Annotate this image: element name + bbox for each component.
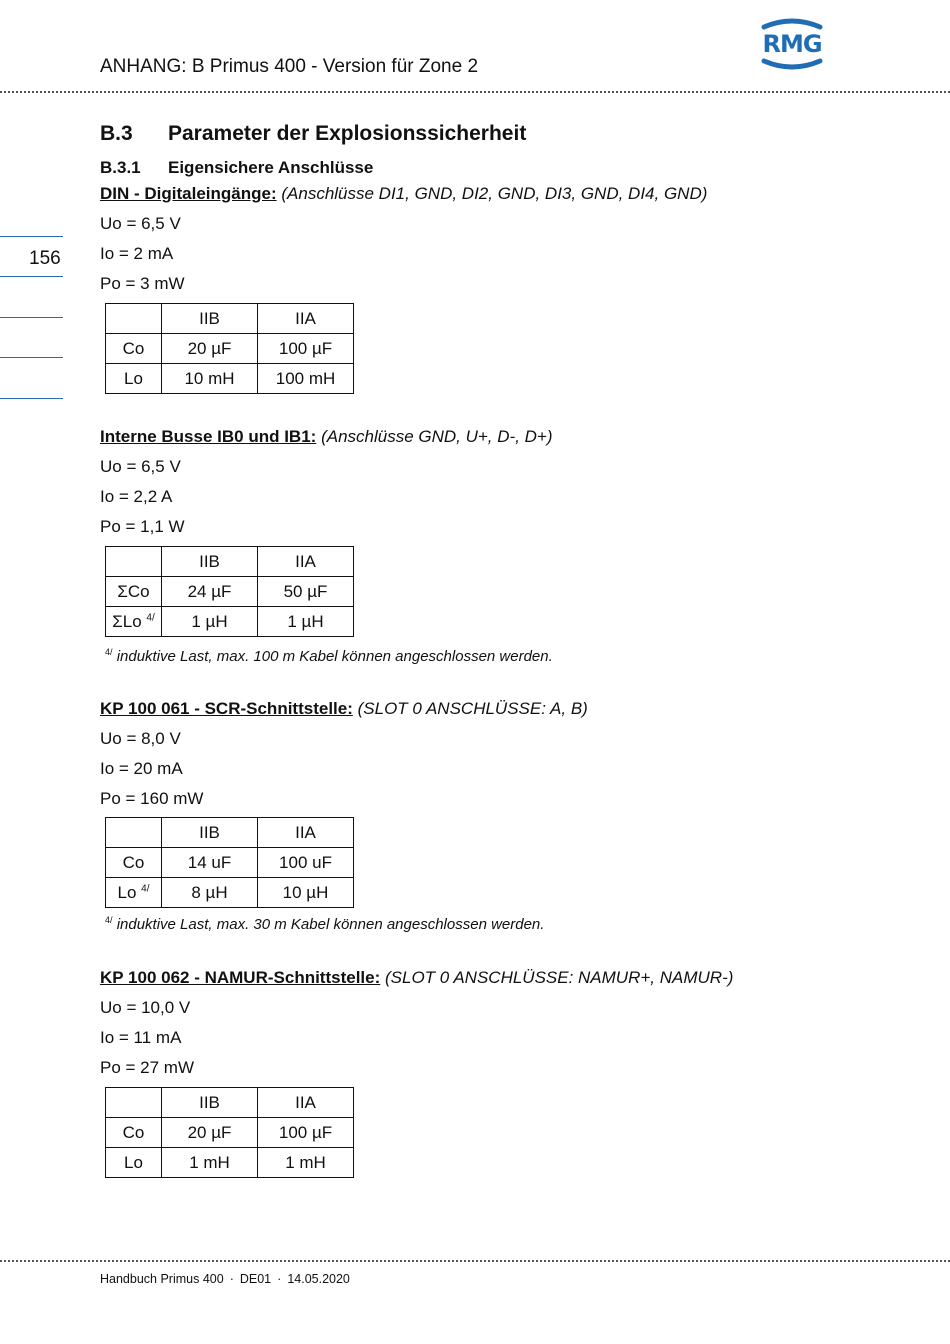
subsection-heading	[100, 158, 373, 178]
footnote-text: induktive Last, max. 100 m Kabel können angeschlossen werden.	[116, 648, 553, 665]
param-uo: Uo = 10,0 V	[100, 998, 191, 1017]
table-row	[106, 878, 354, 908]
block-title-text: Interne Busse IB0 und IB1:	[100, 427, 317, 446]
table-row-label	[106, 577, 162, 607]
table-row	[106, 848, 354, 878]
table-header-row	[106, 304, 354, 334]
table-row-label	[106, 848, 162, 878]
table-row-label	[106, 878, 162, 908]
side-marker	[0, 357, 63, 358]
table-header-cell: IIA	[258, 818, 354, 848]
table-row-label	[106, 607, 162, 637]
table-cell: 100 uF	[258, 848, 354, 878]
table-cell: 24 µF	[162, 577, 258, 607]
footnote-mark: 4/	[105, 915, 113, 925]
footnote-mark: 4/	[105, 647, 113, 657]
block-title-scr	[100, 699, 588, 719]
table-row-label	[106, 1148, 162, 1178]
table-row	[106, 334, 354, 364]
param-po: Po = 27 mW	[100, 1058, 195, 1077]
header-title: ANHANG: B Primus 400 - Version für Zone 2	[100, 56, 479, 77]
table-cell: 1 µH	[258, 607, 354, 637]
block-subtitle: (SLOT 0 ANSCHLÜSSE: A, B)	[357, 699, 588, 718]
table-header-cell: IIA	[258, 304, 354, 334]
table-row-label	[106, 1118, 162, 1148]
table-row-label	[106, 364, 162, 394]
footnote-ref: 4/	[146, 611, 155, 623]
table-row	[106, 1118, 354, 1148]
footer-version: DE01	[239, 1272, 272, 1286]
table-cell: 1 µH	[162, 607, 258, 637]
rmg-logo	[758, 16, 826, 72]
table-cell: 20 µF	[162, 334, 258, 364]
table-cell: 100 µF	[258, 1118, 354, 1148]
footer-separator: ·	[277, 1272, 282, 1286]
side-marker	[0, 276, 63, 277]
table-header-cell: IIB	[162, 304, 258, 334]
param-table-namur	[105, 1087, 354, 1178]
footer-separator: ·	[229, 1272, 234, 1286]
table-header-cell	[106, 547, 162, 577]
table-header-cell	[106, 818, 162, 848]
section-heading	[100, 122, 526, 146]
footer-date: 14.05.2020	[287, 1272, 350, 1286]
param-table-scr	[105, 817, 354, 908]
table-header-row	[106, 1088, 354, 1118]
param-io: Io = 20 mA	[100, 759, 183, 778]
row-label-text: Co	[122, 852, 145, 872]
table-row	[106, 1148, 354, 1178]
row-label-text: Co	[122, 1122, 145, 1142]
table-header-cell: IIA	[258, 547, 354, 577]
side-marker	[0, 317, 63, 318]
table-cell: 100 mH	[258, 364, 354, 394]
footnote	[105, 915, 544, 933]
table-header-row	[106, 818, 354, 848]
param-table-internal-bus	[105, 546, 354, 637]
subsection-title: Eigensichere Anschlüsse	[168, 158, 374, 177]
param-po: Po = 160 mW	[100, 789, 204, 808]
table-header-cell: IIA	[258, 1088, 354, 1118]
footnote-ref: 4/	[141, 882, 150, 894]
section-number: B.3	[100, 122, 133, 145]
block-title-text: KP 100 062 - NAMUR-Schnittstelle:	[100, 968, 381, 987]
table-cell: 10 mH	[162, 364, 258, 394]
table-cell: 8 µH	[162, 878, 258, 908]
table-cell: 1 mH	[162, 1148, 258, 1178]
param-po: Po = 1,1 W	[100, 517, 185, 536]
row-label-text: ΣCo	[117, 581, 150, 601]
table-cell: 20 µF	[162, 1118, 258, 1148]
table-row	[106, 607, 354, 637]
table-row	[106, 577, 354, 607]
block-subtitle: (SLOT 0 ANSCHLÜSSE: NAMUR+, NAMUR-)	[385, 968, 734, 987]
table-cell: 1 mH	[258, 1148, 354, 1178]
page-number: 156	[29, 248, 61, 269]
table-cell: 14 uF	[162, 848, 258, 878]
table-header-cell: IIB	[162, 818, 258, 848]
block-subtitle: (Anschlüsse DI1, GND, DI2, GND, DI3, GND, DI4, GND)	[281, 184, 708, 203]
table-header-cell	[106, 304, 162, 334]
param-uo: Uo = 6,5 V	[100, 457, 181, 476]
row-label-text: Lo	[117, 882, 137, 902]
param-io: Io = 2 mA	[100, 244, 174, 263]
section-title: Parameter der Explosionssicherheit	[168, 122, 527, 145]
block-title-namur	[100, 968, 733, 988]
table-row	[106, 364, 354, 394]
block-subtitle: (Anschlüsse GND, U+, D-, D+)	[321, 427, 553, 446]
footer-divider	[0, 1260, 950, 1262]
footer-manual: Handbuch Primus 400	[100, 1272, 224, 1286]
block-title-text: KP 100 061 - SCR-Schnittstelle:	[100, 699, 353, 718]
block-title-din	[100, 184, 707, 204]
footer	[100, 1272, 350, 1286]
footnote-text: induktive Last, max. 30 m Kabel können angeschlossen werden.	[116, 916, 545, 933]
logo-text: RMG	[762, 30, 822, 58]
row-label-text: Co	[122, 338, 145, 358]
param-uo: Uo = 6,5 V	[100, 214, 181, 233]
block-title-internal-bus	[100, 427, 553, 447]
table-header-cell: IIB	[162, 1088, 258, 1118]
param-io: Io = 11 mA	[100, 1028, 182, 1047]
block-title-text: DIN - Digitaleingänge:	[100, 184, 277, 203]
row-label-text: Lo	[124, 1152, 143, 1172]
param-table-din	[105, 303, 354, 394]
table-header-row	[106, 547, 354, 577]
table-header-cell	[106, 1088, 162, 1118]
footnote	[105, 647, 553, 665]
table-header-cell: IIB	[162, 547, 258, 577]
param-io: Io = 2,2 A	[100, 487, 173, 506]
header-divider	[0, 91, 950, 93]
table-cell: 100 µF	[258, 334, 354, 364]
param-po: Po = 3 mW	[100, 274, 185, 293]
side-marker	[0, 398, 63, 399]
row-label-text: ΣLo	[112, 611, 142, 631]
table-cell: 50 µF	[258, 577, 354, 607]
subsection-number: B.3.1	[100, 158, 141, 177]
row-label-text: Lo	[124, 368, 143, 388]
side-marker	[0, 236, 63, 237]
table-row-label	[106, 334, 162, 364]
param-uo: Uo = 8,0 V	[100, 729, 181, 748]
table-cell: 10 µH	[258, 878, 354, 908]
